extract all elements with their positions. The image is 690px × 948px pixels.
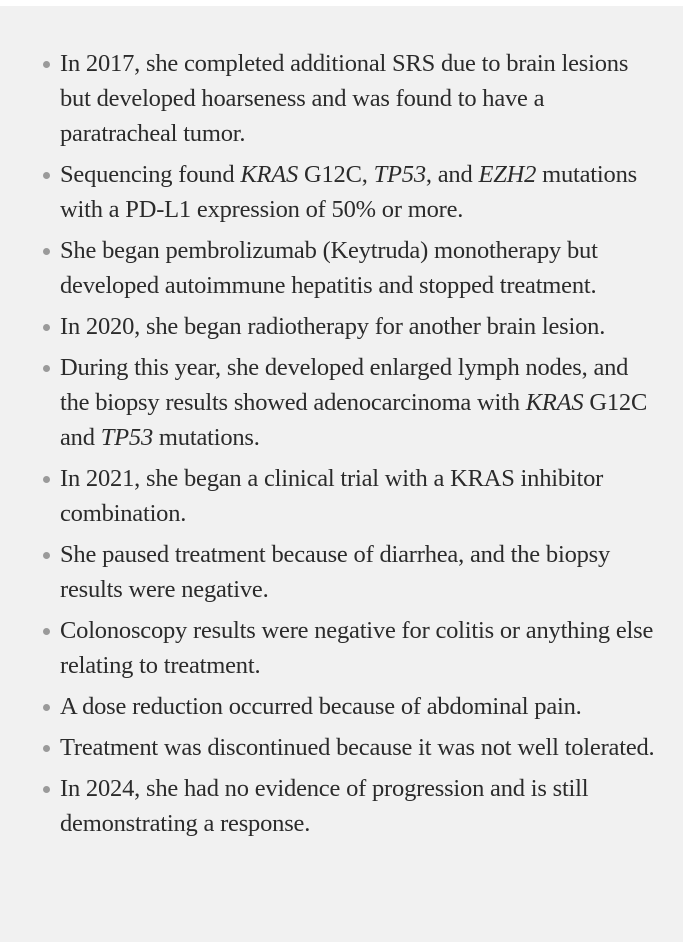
bullet-text: mutations. (153, 424, 260, 451)
bullet-item (40, 689, 660, 724)
bullet-text: During this year, she developed enlarged lymph nodes, and the biopsy results showed adenocarcinoma with (60, 354, 629, 416)
bullet-item (40, 613, 660, 683)
bullet-item (40, 233, 660, 303)
bullet-dot-icon (43, 745, 50, 752)
bullet-dot-icon (43, 324, 50, 331)
bullet-text: In 2017, she completed additional SRS due to brain lesions but developed hoarseness and was found to have a paratracheal tumor. (60, 50, 629, 147)
gene-name: KRAS (525, 389, 584, 416)
bullet-text: Treatment was discontinued because it was not well tolerated. (60, 734, 655, 761)
bullet-dot-icon (43, 552, 50, 559)
bullet-dot-icon (43, 365, 50, 372)
bullet-dot-icon (43, 786, 50, 793)
bullet-text: In 2021, she began a clinical trial with a KRAS inhibitor combination. (60, 465, 604, 527)
bullet-text: Colonoscopy results were negative for colitis or anything else relating to treatment. (60, 617, 654, 679)
bullet-dot-icon (43, 172, 50, 179)
bullet-dot-icon (43, 704, 50, 711)
gene-name: TP53 (373, 161, 426, 188)
bullet-item (40, 461, 660, 531)
bullet-dot-icon (43, 476, 50, 483)
bullet-text: G12C, (298, 161, 374, 188)
bullet-text: In 2024, she had no evidence of progression and is still demonstrating a response. (60, 775, 589, 837)
bullet-item (40, 537, 660, 607)
bullet-text: She began pembrolizumab (Keytruda) monotherapy but developed autoimmune hepatitis and stopped treatment. (60, 237, 598, 299)
bullet-text: A dose reduction occurred because of abdominal pain. (60, 693, 582, 720)
gene-name: TP53 (100, 424, 153, 451)
bullet-item (40, 730, 660, 765)
bullet-text: , and (425, 161, 479, 188)
bullet-text: In 2020, she began radiotherapy for another brain lesion. (60, 313, 606, 340)
bullet-text: Sequencing found (60, 161, 241, 188)
bullet-item (40, 157, 660, 227)
bullet-item (40, 350, 660, 455)
bullet-text: G12C and (60, 389, 648, 451)
bullet-dot-icon (43, 61, 50, 68)
case-summary-panel (0, 6, 683, 942)
bullet-item (40, 771, 660, 841)
bullet-text: She paused treatment because of diarrhea, and the biopsy results were negative. (60, 541, 611, 603)
gene-name: KRAS (240, 161, 299, 188)
bullet-dot-icon (43, 628, 50, 635)
gene-name: EZH2 (478, 161, 537, 188)
bullet-text: mutations with a PD-L1 expression of 50% or more. (60, 161, 637, 223)
bullet-list (40, 46, 660, 847)
bullet-item (40, 309, 660, 344)
bullet-item (40, 46, 660, 151)
bullet-dot-icon (43, 248, 50, 255)
